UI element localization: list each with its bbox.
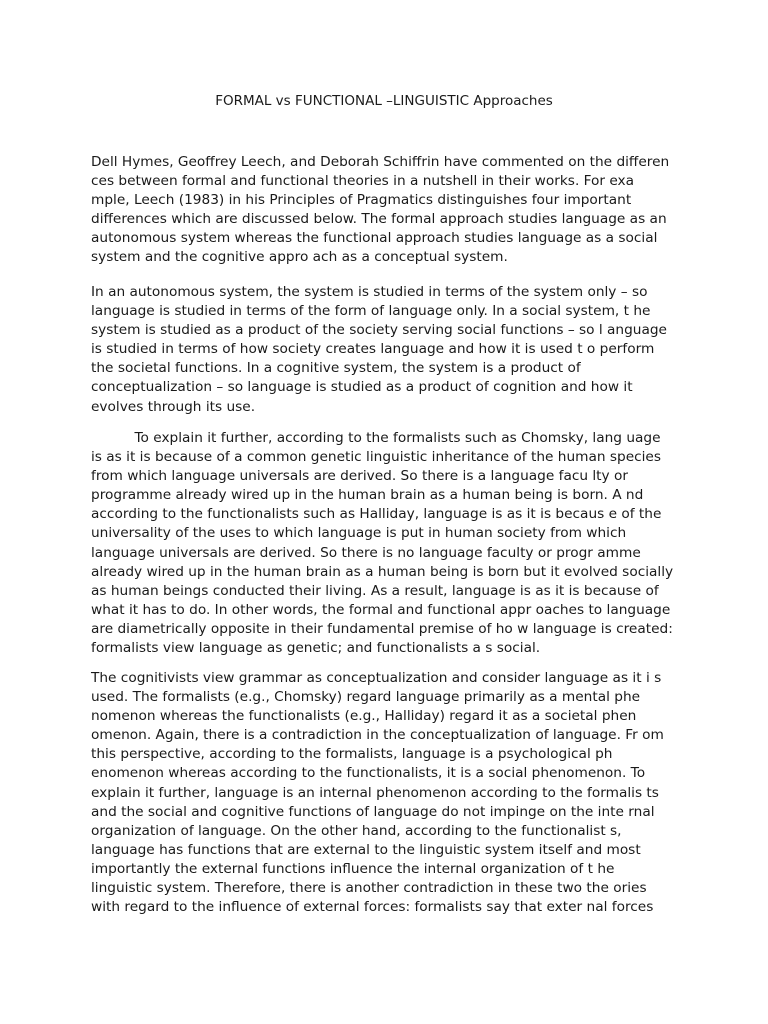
text-line: from which language universals are derived. So there is a language facu lty or <box>91 468 628 485</box>
text-line: the societal functions. In a cognitive system, the system is a product of <box>91 360 581 377</box>
paragraph-4 <box>91 669 691 917</box>
text-line: universality of the uses to which language is put in human society from which <box>91 525 627 542</box>
text-line: To explain it further, according to the formalists such as Chomsky, lang uage <box>91 430 661 446</box>
text-line: with regard to the influence of external forces: formalists say that exter nal forces <box>91 899 654 916</box>
text-line: system and the cognitive appro ach as a conceptual system. <box>91 249 508 266</box>
text-line: differences which are discussed below. The formal approach studies language as an <box>91 211 667 228</box>
paragraph-2 <box>91 283 691 417</box>
text-line: system is studied as a product of the society serving social functions – so l anguage <box>91 322 667 339</box>
text-line: already wired up in the human brain as a human being is born but it evolved socially <box>91 563 674 580</box>
text-line: as human beings conducted their living. As a result, language is as it is because of <box>91 582 659 599</box>
text-line: formalists view language as genetic; and functionalists a s social. <box>91 640 541 657</box>
paragraph-3 <box>91 429 691 658</box>
text-line: enomenon whereas according to the functionalists, it is a social phenomenon. To <box>91 765 646 782</box>
text-line: The cognitivists view grammar as conceptualization and consider language as it i s <box>91 670 662 686</box>
text-line: omenon. Again, there is a contradiction in the conceptualization of language. Fr om <box>91 727 664 744</box>
text-line: are diametrically opposite in their fundamental premise of ho w language is created: <box>91 620 673 637</box>
text-line: explain it further, language is an internal phenomenon according to the formalis ts <box>91 784 659 801</box>
text-line: Dell Hymes, Geoffrey Leech, and Deborah Schiffrin have commented on the differen <box>91 154 670 170</box>
paragraph-1 <box>91 153 691 268</box>
text-line: nomenon whereas the functionalists (e.g., Halliday) regard it as a societal phen <box>91 708 637 725</box>
text-line: this perspective, according to the formalists, language is a psychological ph <box>91 746 613 763</box>
text-line: according to the functionalists such as Halliday, language is as it is becaus e of the <box>91 506 662 523</box>
text-line: evolves through its use. <box>91 398 256 415</box>
text-line: linguistic system. Therefore, there is another contradiction in these two the ories <box>91 880 647 897</box>
document-title: FORMAL vs FUNCTIONAL –LINGUISTIC Approaches <box>215 93 553 109</box>
text-line: language universals are derived. So there is no language faculty or progr amme <box>91 544 641 561</box>
text-line: language is studied in terms of the form of language only. In a social system, t he <box>91 303 651 320</box>
text-line: what it has to do. In other words, the formal and functional appr oaches to language <box>91 601 671 618</box>
text-line: mple, Leech (1983) in his Principles of Pragmatics distinguishes four important <box>91 192 632 209</box>
text-line: ces between formal and functional theories in a nutshell in their works. For exa <box>91 173 635 190</box>
text-line: is as it is because of a common genetic linguistic inheritance of the human species <box>91 449 661 466</box>
text-line: programme already wired up in the human brain as a human being is born. A nd <box>91 487 644 504</box>
text-line: organization of language. On the other hand, according to the functionalist s, <box>91 822 622 839</box>
text-line: is studied in terms of how society creates language and how it is used t o perform <box>91 341 655 358</box>
text-line: autonomous system whereas the functional approach studies language as a social <box>91 230 658 247</box>
text-line: and the social and cognitive functions of language do not impinge on the inte rnal <box>91 803 655 820</box>
text-line: In an autonomous system, the system is studied in terms of the system only – so <box>91 284 648 300</box>
text-line: conceptualization – so language is studied as a product of cognition and how it <box>91 379 633 396</box>
text-line: language has functions that are external to the linguistic system itself and most <box>91 841 641 858</box>
text-line: used. The formalists (e.g., Chomsky) regard language primarily as a mental phe <box>91 689 641 706</box>
text-line: importantly the external functions influence the internal organization of t he <box>91 860 615 877</box>
